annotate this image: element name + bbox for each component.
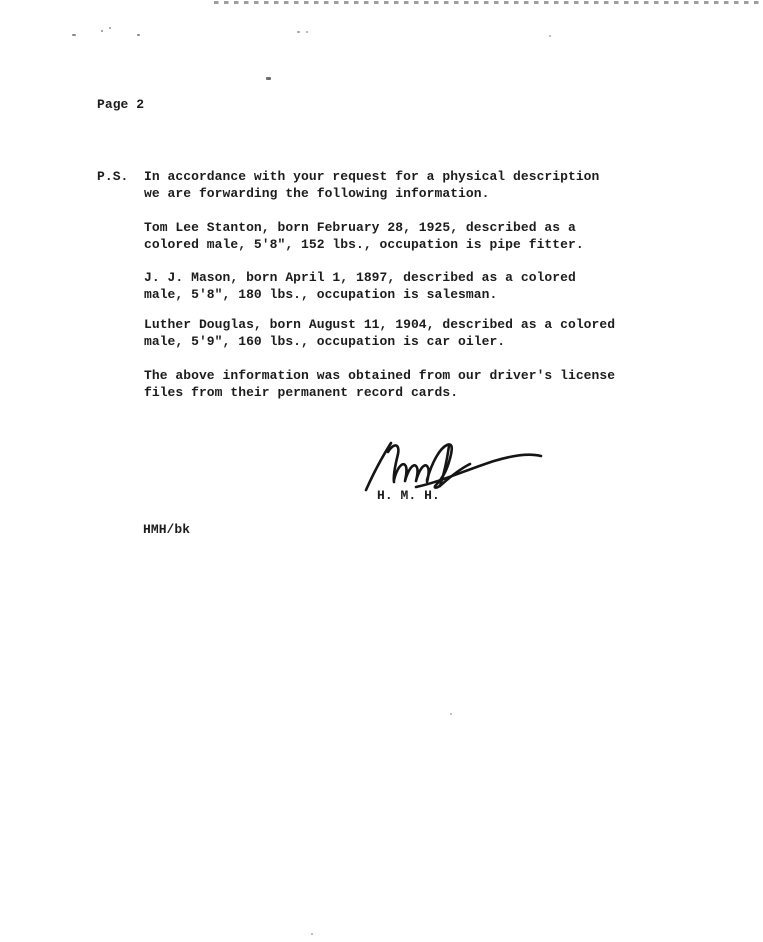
signature-initials: H. M. H.	[377, 488, 440, 503]
scan-speck	[101, 30, 103, 32]
ps-intro-line-1: In accordance with your request for a physical description	[144, 169, 600, 184]
handwritten-signature	[348, 436, 548, 494]
reference-initials: HMH/bk	[143, 522, 191, 537]
scan-dashed-line	[214, 1, 763, 4]
scan-speck	[137, 34, 140, 36]
person-2-line-1: J. J. Mason, born April 1, 1897, described as a colored	[144, 270, 576, 285]
ps-intro-line-2: we are forwarding the following information.	[144, 186, 490, 201]
person-1-line-2: colored male, 5'8", 152 lbs., occupation is pipe fitter.	[144, 237, 584, 252]
scan-speck	[109, 27, 111, 29]
closing-line-1: The above information was obtained from our driver's license	[144, 368, 616, 383]
scan-speck	[306, 31, 308, 33]
person-3-line-2: male, 5'9", 160 lbs., occupation is car oiler.	[144, 334, 506, 349]
person-2-line-2: male, 5'8", 180 lbs., occupation is salesman.	[144, 287, 498, 302]
scan-speck	[266, 77, 271, 80]
scan-speck	[450, 713, 452, 715]
person-3-line-1: Luther Douglas, born August 11, 1904, described as a colored	[144, 317, 616, 332]
scan-speck	[311, 933, 313, 935]
postscript-label: P.S.	[97, 169, 129, 184]
person-1-line-1: Tom Lee Stanton, born February 28, 1925, described as a	[144, 220, 576, 235]
scan-speck	[549, 35, 551, 37]
page-number: Page 2	[97, 97, 145, 112]
scan-speck	[297, 31, 300, 33]
closing-line-2: files from their permanent record cards.	[144, 385, 459, 400]
scan-speck	[72, 34, 76, 36]
